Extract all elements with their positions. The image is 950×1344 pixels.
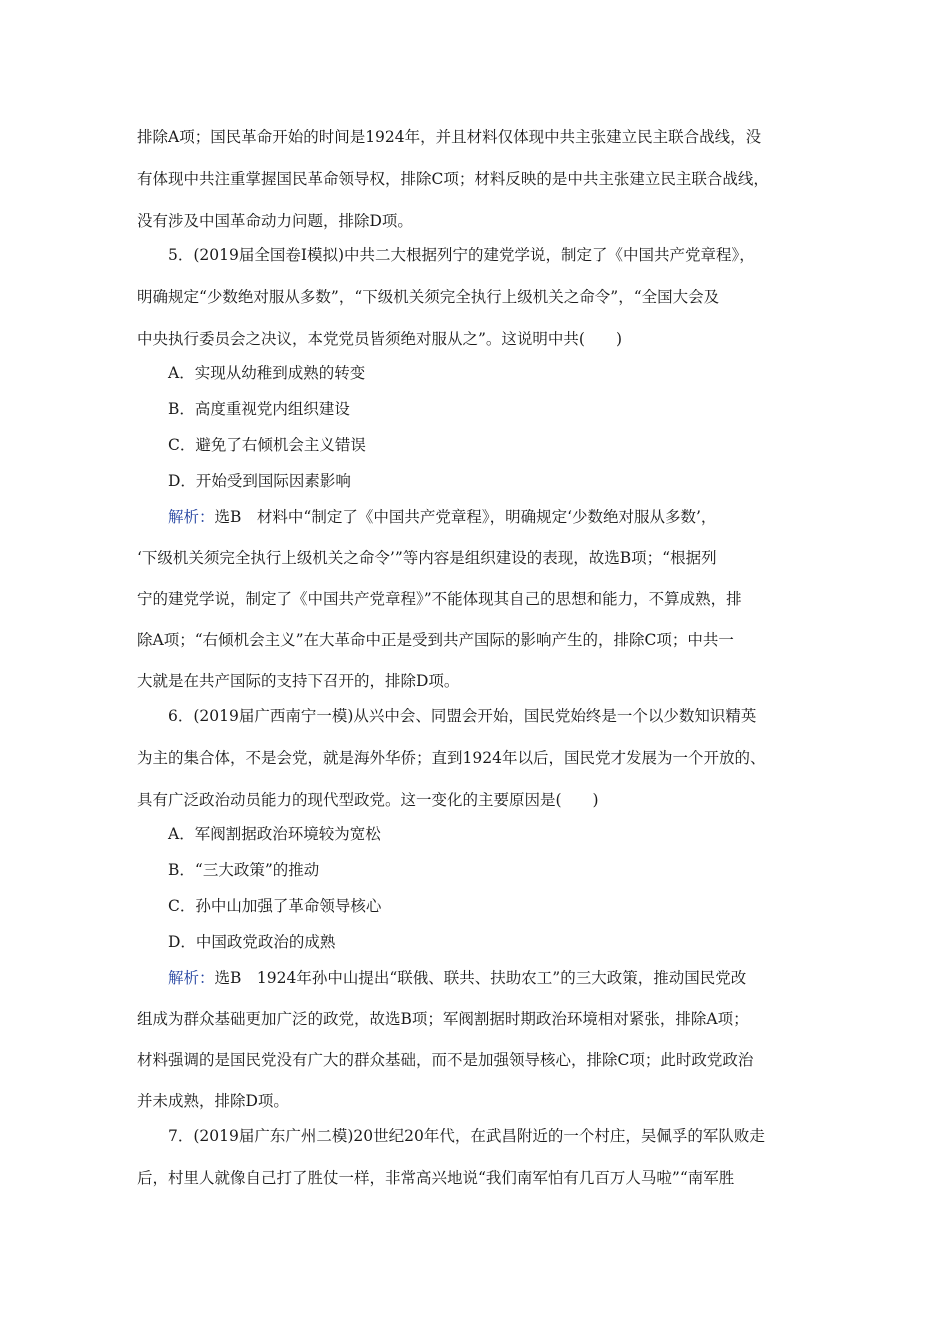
question-6-analysis <box>168 967 746 989</box>
question-6-analysis-line: 材料强调的是国民党没有广大的群众基础，而不是加强领导核心，排除C项；此时政党政治 <box>137 1051 754 1069</box>
question-7-stem: 后，村里人就像自己打了胜仗一样，非常高兴地说“我们南军怕有几百万人马啦”“南军胜 <box>137 1169 735 1187</box>
question-7-stem: 7．(2019届广东广州二模)20世纪20年代，在武昌附近的一个村庄，吴佩孚的军队败走 <box>168 1127 765 1145</box>
question-5-analysis-line: 除A项；“右倾机会主义”在大革命中正是受到共产国际的影响产生的，排除C项；中共一 <box>137 631 734 649</box>
question-6-option-c: C．孙中山加强了革命领导核心 <box>168 897 382 915</box>
question-6-option-d: D．中国政党政治的成熟 <box>168 933 336 951</box>
question-5-analysis <box>168 506 716 528</box>
question-5-option-c: C．避免了右倾机会主义错误 <box>168 436 366 454</box>
intro-line: 没有涉及中国革命动力问题，排除D项。 <box>137 212 413 230</box>
question-6-analysis-line: 组成为群众基础更加广泛的政党，故选B项；军阀割据时期政治环境相对紧张，排除A项； <box>137 1010 749 1028</box>
question-6-stem: 具有广泛政治动员能力的现代型政党。这一变化的主要原因是( ) <box>137 791 599 809</box>
question-6-analysis-line: 并未成熟，排除D项。 <box>137 1092 289 1110</box>
question-5-analysis-line: 宁的建党学说，制定了《中国共产党章程》”不能体现其自己的思想和能力，不算成熟，排 <box>137 590 742 608</box>
question-6-option-b: B．“三大政策”的推动 <box>168 861 320 879</box>
question-5-analysis-line: 大就是在共产国际的支持下召开的，排除D项。 <box>137 672 460 690</box>
analysis-text: 选B 材料中“制定了《中国共产党章程》，明确规定‘少数绝对服从多数’， <box>214 508 717 526</box>
question-5-stem: 5．(2019届全国卷Ⅰ模拟)中共二大根据列宁的建党学说，制定了《中国共产党章程》， <box>168 246 755 264</box>
intro-line: 排除A项；国民革命开始的时间是1924年，并且材料仅体现中共主张建立民主联合战线，没 <box>137 128 762 146</box>
question-5-option-d: D．开始受到国际因素影响 <box>168 472 351 490</box>
question-5-analysis-line: ‘下级机关须完全执行上级机关之命令’”等内容是组织建设的表现，故选B项；“根据列 <box>137 549 717 567</box>
question-5-stem: 明确规定“少数绝对服从多数”，“下级机关须完全执行上级机关之命令”，“全国大会及 <box>137 288 720 306</box>
analysis-text: 选B 1924年孙中山提出“联俄、联共、扶助农工”的三大政策，推动国民党改 <box>214 969 747 987</box>
analysis-label: 解析： <box>168 508 215 526</box>
question-5-option-a: A．实现从幼稚到成熟的转变 <box>168 364 366 382</box>
question-6-stem: 6．(2019届广西南宁一模)从兴中会、同盟会开始，国民党始终是一个以少数知识精英 <box>168 707 757 725</box>
question-5-stem: 中央执行委员会之决议，本党党员皆须绝对服从之”。这说明中共( ) <box>137 330 623 348</box>
question-6-option-a: A．军阀割据政治环境较为宽松 <box>168 825 381 843</box>
analysis-label: 解析： <box>168 969 215 987</box>
question-5-option-b: B．高度重视党内组织建设 <box>168 400 350 418</box>
question-6-stem: 为主的集合体，不是会党，就是海外华侨；直到1924年以后，国民党才发展为一个开放的、 <box>137 749 766 767</box>
intro-line: 有体现中共注重掌握国民革命领导权，排除C项；材料反映的是中共主张建立民主联合战线， <box>137 170 769 188</box>
